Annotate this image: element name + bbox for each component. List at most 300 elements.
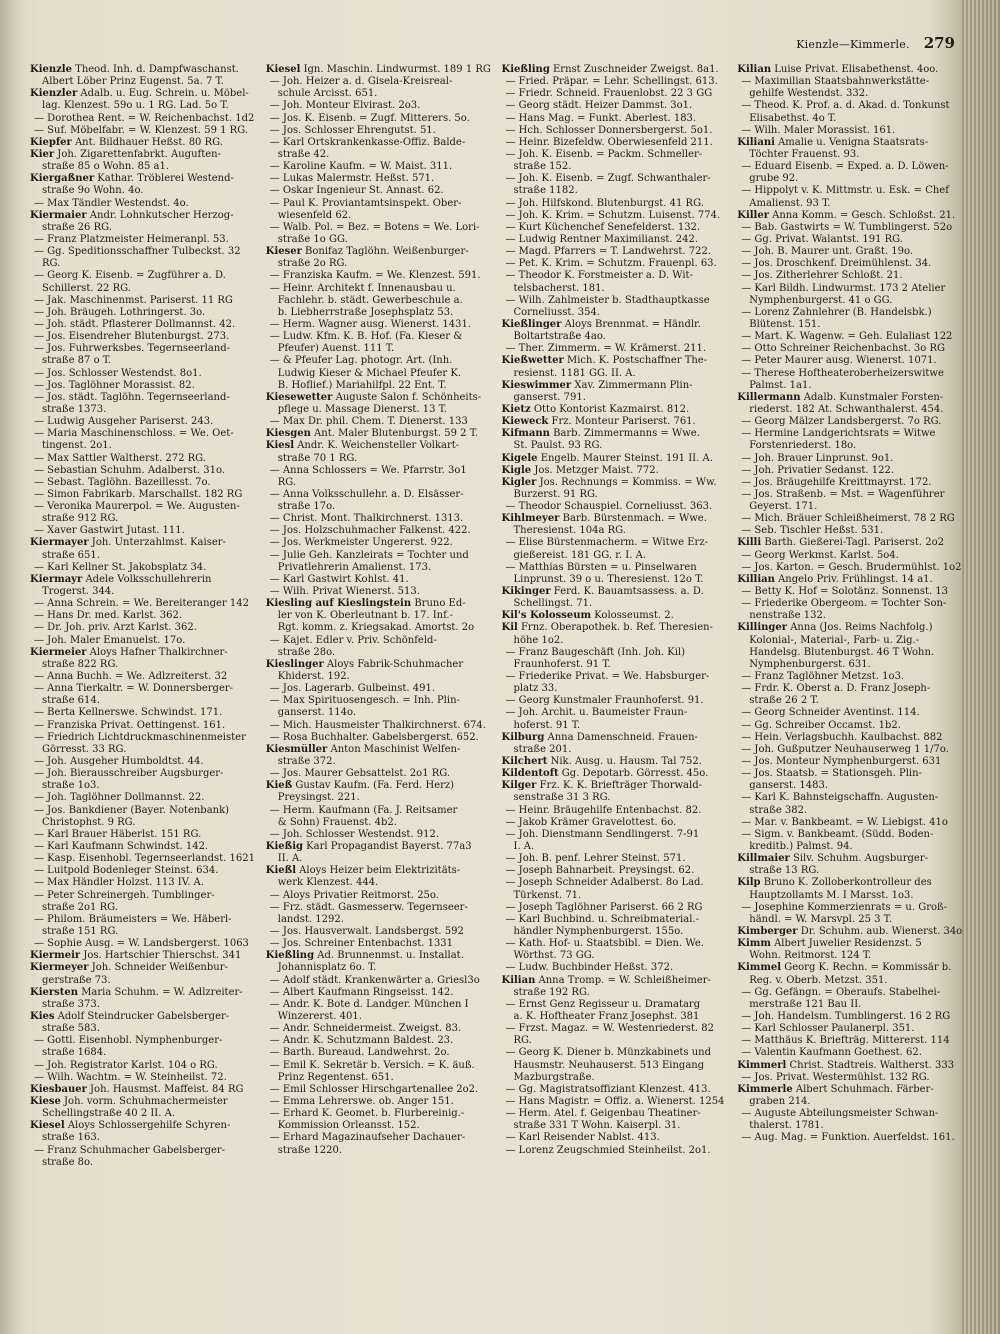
directory-entry-line [266,198,494,210]
entry-text: — Maximilian Staatsbahnwerkstätte- [741,76,930,88]
entry-text: — Walb. Pol. = Bez. = Botens = We. Lori- [269,221,480,233]
entry-text: Amalienst. 93 T. [749,197,831,209]
entry-text: — Sigm. v. Bankbeamt. (Südd. Boden- [741,828,934,840]
directory-entry-line [737,76,965,88]
entry-text: straße 614. [42,695,100,707]
entry-text: Handelsg. Blutenburgst. 46 T Wohn. [749,646,935,658]
entry-text: gerstraße 73. [42,974,111,986]
entry-text: — Anna Volksschullehr. a. D. Elsässer- [269,488,464,500]
entry-text: grube 92. [749,173,799,185]
directory-entry-line [502,1108,730,1120]
directory-entry-line [30,999,258,1011]
entry-text: — Andr. K. Bote d. Landger. München I [269,998,469,1010]
entry-text: — Magd. Pfarrers = T. Landwehrst. 722. [505,246,712,258]
directory-entry-line [266,161,494,173]
entry-text: straße 373. [42,998,100,1010]
entry-text: kreditb.) Palmst. 94. [749,841,853,852]
directory-entry-line [502,987,730,999]
entry-text: ganserst. 114o. [277,707,357,719]
entry-text: — Jos. Privat. Westermühlst. 132 RG. [741,1071,930,1083]
entry-text: resienst. 1181 GG. II. A. [513,367,636,379]
entry-text: Schellingstraße 40 2 II. A. [42,1108,176,1120]
entry-surname: Kimmerle [737,1083,793,1095]
directory-entry-line [266,428,494,440]
directory-entry-line [737,198,965,210]
entry-text: — Joh. Bierausschreiber Augsburger- [34,768,224,780]
directory-entry-line [266,792,494,804]
directory-entry-line [737,1084,965,1096]
directory-entry-line [737,1108,965,1120]
entry-text: Ant. Maler Blutenburgst. 59 2 T. [310,428,479,440]
entry-text: Barb. Zimmermanns = Wwe. [549,428,700,440]
entry-text: straße 1o GG. [277,233,348,245]
entry-surname: Killian [737,573,775,585]
entry-surname: Kiermeyer [30,962,89,974]
directory-entry-line [737,720,965,732]
entry-text: straße 151 RG. [42,925,119,937]
directory-entry-line [737,465,965,477]
entry-text: — Joh. Heizer a. d. Gisela-Kreisreal- [269,76,453,88]
directory-entry-line [266,683,494,695]
directory-entry-line [737,283,965,295]
entry-text: Nymphenburgerst. 41 o GG. [749,294,893,306]
directory-entry-line [30,707,258,719]
directory-entry-line [502,695,730,707]
entry-text: — Ludw. Buchbinder Heßst. 372. [505,962,674,974]
entry-surname: Kildentoft [501,768,559,780]
directory-entry-line [737,173,965,185]
entry-text: — Joh. Dienstmann Sendlingerst. 7-91 [505,828,700,840]
entry-surname: Kiliani [737,136,775,148]
directory-entry-line [502,100,730,112]
directory-entry-line [502,853,730,865]
directory-entry-line [502,914,730,926]
entry-text: — Hermine Landgerichtsrats = Witwe [741,428,936,440]
entry-text: — Jak. Maschinenmst. Pariserst. 11 RG [34,294,233,306]
entry-text: Forstenriederst. 18o. [749,440,857,452]
directory-entry-line [266,865,494,877]
directory-entry-line [502,1023,730,1035]
entry-text: — Hein. Verlagsbuchh. Kaulbachst. 882 [741,731,943,743]
entry-text: Georg K. Rechn. = Kommissär b. [781,962,952,974]
entry-text: — Max Dr. phil. Chem. T. Dienerst. 133 [269,416,468,428]
entry-surname: Kigler [501,476,537,488]
entry-text: Joh. Hausmst. Maffeist. 84 RG [86,1083,244,1095]
entry-text: — Erhard K. Geomet. b. Flurbereinig.- [269,1108,465,1120]
directory-entry-line [502,950,730,962]
entry-text: nenstraße 132. [749,610,826,622]
directory-entry-line [30,368,258,380]
entry-surname: Kiermayr [30,573,83,585]
entry-text: thalerst. 1781. [749,1120,824,1132]
entry-text: straße 70 1 RG. [277,452,358,464]
directory-entry-line [266,671,494,683]
directory-entry-line [737,890,965,902]
entry-text: — Joh. Archit. u. Baumeister Fraun- [505,707,688,719]
directory-entry-line [737,489,965,501]
entry-surname: Kiersten [30,986,79,998]
entry-text: a. K. Hoftheater Franz Josephst. 381 [513,1010,700,1022]
directory-entry-line [30,513,258,525]
entry-text: — Franz Taglöhner Metzst. 1o3. [741,671,905,683]
entry-text: — Joh. städt. Pflasterer Dollmannst. 42. [34,318,236,330]
entry-text: — Max Tändler Westendst. 4o. [34,197,189,209]
entry-text: straße 372. [277,756,336,768]
entry-text: graben 214. [749,1095,811,1107]
entry-text: — Christ. Mont. Thalkirchnerst. 1313. [269,513,464,525]
directory-entry-line [737,659,965,671]
entry-text: — Joh. Monteur Elvirast. 2o3. [269,100,421,112]
entry-text: straße 9o Wohn. 4o. [42,185,144,197]
directory-entry-line [737,355,965,367]
entry-text: ler von K. Oberleutnant b. 17. Inf.- [277,610,453,622]
entry-text: Elisabethst. 4o T. [749,112,837,124]
column-2 [266,64,494,1324]
directory-entry-line [737,380,965,392]
entry-text: — Kath. Hof- u. Staatsbibl. = Dien. We. [505,938,704,950]
directory-entry-line [266,877,494,889]
directory-entry-line [737,647,965,659]
entry-text: Töchter Frauenst. 93. [749,148,860,160]
entry-text: merstraße 121 Bau II. [749,998,862,1010]
directory-entry-line [266,975,494,987]
directory-entry-line [30,938,258,950]
directory-entry-line [502,671,730,683]
directory-entry-line [266,234,494,246]
directory-entry-line [737,1096,965,1108]
directory-entry-line [266,1011,494,1023]
entry-text: — Frz. städt. Gasmesserw. Tegernseer- [269,901,468,913]
directory-entry-line [502,1084,730,1096]
entry-text: I. A. [513,841,535,852]
directory-entry-line [266,137,494,149]
directory-entry-line [737,671,965,683]
directory-entry-line [737,222,965,234]
directory-entry-line [30,380,258,392]
directory-entry-line [30,392,258,404]
directory-entry-line [266,416,494,428]
directory-entry-line [737,683,965,695]
entry-text: — Therese Hoftheateroberheizerswitwe [741,367,944,379]
entry-text: straße 17o. [277,501,336,513]
entry-text: — Joh. Brauer Linprunst. 9o1. [741,452,894,464]
directory-entry-line [737,926,965,938]
directory-entry-line [30,319,258,331]
directory-entry-line [30,76,258,88]
directory-entry-line [737,343,965,355]
directory-entry-line [502,1060,730,1072]
directory-entry-line [502,88,730,100]
directory-entry-line [502,659,730,671]
entry-text: straße 1684. [42,1047,107,1059]
directory-entry-line [737,440,965,452]
directory-entry-line [737,635,965,647]
entry-text: — Joseph Taglöhner Pariserst. 66 2 RG [505,901,703,913]
entry-text: Ludwig Kieser & Michael Pfeufer K. [277,367,461,379]
entry-text: Albert Juwelier Residenzst. 5 [770,938,922,950]
entry-text: straße 912 RG. [42,513,119,525]
entry-text: — Sebast. Taglöhn. Bazeillesst. 7o. [34,476,211,488]
entry-text: Albert Schuhmach. Färber- [792,1083,934,1095]
entry-surname: Kieser [265,246,302,258]
directory-entry-line [502,161,730,173]
directory-entry-line [266,525,494,537]
directory-entry-line [30,1072,258,1084]
directory-entry-line [266,1096,494,1108]
entry-text: — Mich. Bräuer Schleißheimerst. 78 2 RG [741,513,955,525]
entry-text: — Joh. Schlosser Westendst. 912. [269,828,440,840]
entry-text: — Gg. Magistratsoffiziant Klenzest. 413. [505,1083,711,1095]
entry-surname: Kießl [265,865,296,877]
directory-entry-line [30,720,258,732]
directory-entry-line [30,817,258,829]
entry-surname: Kießig [265,841,303,852]
entry-text: — Joh. Taglöhner Dollmannst. 22. [34,792,205,804]
directory-entry-line [30,732,258,744]
directory-entry-line [30,1157,258,1169]
entry-text: Aloys Brennmat. = Händlr. [561,318,701,330]
directory-entry-line [266,647,494,659]
directory-entry-line [30,404,258,416]
directory-entry-line [737,113,965,125]
directory-entry-line [30,88,258,100]
directory-entry-line [502,1072,730,1084]
directory-entry-line [502,805,730,817]
directory-entry-line [30,210,258,222]
directory-entry-line [502,343,730,355]
entry-text: gehilfe Westendst. 332. [749,88,869,100]
entry-text: Amalie u. Venigna Staatsrats- [774,136,929,148]
directory-entry-line [30,987,258,999]
entry-surname: Kilchert [501,756,548,768]
directory-entry-line [502,222,730,234]
entry-text: — Gg. Speditionsschaffner Tulbeckst. 32 [34,246,241,258]
directory-entry-line [266,258,494,270]
entry-text: Christophst. 9 RG. [42,816,136,828]
directory-entry-line [737,1132,965,1144]
entry-surname: Kiesel [265,64,301,75]
entry-surname: Kiesgen [265,428,311,440]
directory-entry-line [30,1120,258,1132]
directory-entry-line [502,647,730,659]
entry-surname: Kiermayer [30,537,89,549]
entry-text: — Jos. Schreiner Entenbachst. 1331 [269,938,454,950]
entry-text: — Franziska Privat. Oettingenst. 161. [34,719,226,731]
entry-surname: Kiergaßner [30,173,95,185]
entry-text: Silv. Schuhm. Augsburger- [789,853,928,865]
entry-text: straße 1o3. [42,780,100,792]
entry-text: Boltartstraße 4ao. [513,331,606,343]
directory-entry-line [502,113,730,125]
directory-entry-line [502,999,730,1011]
directory-entry-line [737,1011,965,1023]
entry-text: — & Pfeufer Lag. photogr. Art. (Inh. [269,355,453,367]
directory-entry-line [266,453,494,465]
entry-text: Dr. Schuhm. aub. Wienerst. 34o [797,925,963,937]
entry-text: Fraunhoferst. 91 T. [513,658,611,670]
directory-entry-line [30,161,258,173]
directory-entry-line [737,1047,965,1059]
entry-text: Wörthst. 73 GG. [513,950,595,962]
directory-entry-line [737,1120,965,1132]
directory-entry-line [737,841,965,853]
entry-text: händl. = W. Marsvpl. 25 3 T. [749,913,893,925]
entry-text: straße 1373. [42,403,107,415]
directory-entry-line [266,1047,494,1059]
directory-entry-line [737,246,965,258]
entry-text: — Frdr. K. Oberst a. D. Franz Joseph- [741,683,931,695]
directory-entry-line [266,707,494,719]
entry-text: — Heinr. Bizefeldw. Oberwiesenfeld 211. [505,136,713,148]
directory-entry-line [266,890,494,902]
entry-text: St. Paulst. 93 RG. [513,440,603,452]
directory-entry-line [30,622,258,634]
directory-entry-line [737,525,965,537]
entry-text: Jos. Metzger Maist. 772. [531,464,659,476]
directory-entry-line [266,392,494,404]
entry-text: — Hans Mag. = Funkt. Aberlest. 183. [505,112,697,124]
directory-entry-line [30,331,258,343]
entry-text: Joh. vorm. Schuhmachermeister [60,1095,228,1107]
directory-entry-line [737,513,965,525]
directory-entry-line [737,453,965,465]
entry-text: Ant. Bildhauer Heßst. 80 RG. [71,136,223,148]
entry-text: — Joh. Ausgeher Humboldtst. 44. [34,756,204,768]
directory-entry-line [30,453,258,465]
entry-text: straße 26 RG. [42,221,112,233]
entry-text: pflege u. Massage Dienerst. 13 T. [277,403,448,415]
entry-surname: Kiesel [30,1120,65,1132]
entry-text: Maria Schuhm. = W. Adlzreiter- [78,986,243,998]
entry-text: — Sophie Ausg. = W. Landsbergerst. 1063 [34,938,249,950]
entry-text: — Joh. Gußputzer Neuhauserweg 1 1/7o. [741,743,949,755]
entry-surname: Kießwetter [501,355,564,367]
directory-entry-line [502,295,730,307]
entry-text: Theod. Inh. d. Dampfwaschanst. [71,64,239,75]
directory-entry-line [30,975,258,987]
directory-entry-line [737,270,965,282]
directory-entry-line [30,355,258,367]
directory-entry-line [266,853,494,865]
directory-entry-line [502,610,730,622]
directory-entry-line [30,198,258,210]
directory-entry-line [737,732,965,744]
entry-text: Görresst. 33 RG. [42,743,127,755]
directory-entry-line [30,962,258,974]
entry-text: Luise Privat. Elisabethenst. 4oo. [771,64,939,75]
entry-text: — Theod. K. Prof. a. d. Akad. d. Tonkunst [741,100,950,112]
entry-text: — Emil Schlosser Hirschgartenallee 2o2. [269,1083,479,1095]
entry-text: — Joh. Registrator Karlst. 104 o RG. [34,1059,218,1071]
directory-entry-line [30,841,258,853]
entry-text: — Karl Kaufmann Schwindst. 142. [34,841,209,852]
directory-entry-line [30,537,258,549]
directory-entry-line [502,574,730,586]
entry-text: — Jos. Werkmeister Ungererst. 922. [269,537,453,549]
directory-entry-line [266,1060,494,1072]
directory-entry-line [502,125,730,137]
entry-text: — Pet. K. Krim. = Schutzm. Frauenpl. 63. [505,258,717,270]
entry-text: — Georg Mälzer Landsbergerst. 7o RG. [741,416,942,428]
directory-entry-line [266,173,494,185]
directory-entry-line [30,562,258,574]
directory-entry-line [266,465,494,477]
entry-text: — Karl Bildh. Lindwurmst. 173 2 Atelier [741,282,946,294]
entry-text: — Adolf städt. Krankenwärter a. Griesl3o [269,974,480,986]
directory-entry-line [502,829,730,841]
running-head: Kienzle—Kimmerle. [796,38,910,51]
directory-entry-line [737,477,965,489]
directory-entry-line [502,877,730,889]
entry-text: RG. [277,476,297,488]
directory-entry-line [502,635,730,647]
directory-entry-line [30,877,258,889]
entry-text: — Joseph Bahnarbeit. Preysingst. 62. [505,865,695,877]
entry-text: — Herm. Atel. f. Geigenbau Theatiner- [505,1108,701,1120]
directory-entry-line [266,380,494,392]
entry-text: straße 2o RG. [277,258,348,270]
directory-entry-line [737,950,965,962]
directory-entry-line [737,501,965,513]
entry-text: Adalb. Kunstmaler Forsten- [800,391,944,403]
entry-surname: Kikinger [501,586,551,598]
entry-surname: Kil [501,622,518,634]
directory-entry-line [737,865,965,877]
directory-entry-line [502,404,730,416]
entry-text: — Jos. Taglöhner Morassist. 82. [34,379,195,391]
entry-text: — Joh. B. Maurer unt. Graßt. 19o. [741,246,914,258]
entry-text: Ad. Brunnenmst. u. Installat. [314,950,464,962]
entry-surname: Kilian [501,974,536,986]
directory-entry-line [266,331,494,343]
directory-entry-line [266,477,494,489]
directory-entry-line [502,562,730,574]
directory-entry-line [502,525,730,537]
directory-entry-line [502,307,730,319]
directory-entry-line [737,295,965,307]
entry-surname: Kiermeier [30,646,87,658]
directory-entry-line [737,707,965,719]
entry-text: — Friedr. Schneid. Frauenlobst. 22 3 GG [505,88,713,100]
directory-entry-line [502,198,730,210]
entry-surname: Kilger [501,780,537,792]
entry-text: — Joh. K. Eisenb. = Zugf. Schwanthaler- [505,173,711,185]
entry-text: Joh. Schneider Weißenbur- [88,962,228,974]
entry-text: Gustav Kaufm. (Fa. Ferd. Herz) [292,780,455,792]
entry-text: Barth. Gießerei-Tagl. Pariserst. 2o2 [761,537,944,549]
directory-entry-line [502,1145,730,1157]
directory-entry-line [737,610,965,622]
entry-text: — Gottl. Eisenhobl. Nymphenburger- [34,1035,223,1047]
directory-entry-line [737,1060,965,1072]
entry-text: — Sebastian Schuhm. Adalberst. 31o. [34,464,225,476]
entry-text: Anna Tromp. = W. Schleißheimer- [535,974,711,986]
directory-entry-line [30,1047,258,1059]
directory-entry-line [266,720,494,732]
entry-text: — Jos. Eisendreher Blutenburgst. 273. [34,331,230,343]
column-1 [30,64,258,1324]
directory-entry-line [502,246,730,258]
entry-text: Xav. Zimmermann Plin- [571,379,693,391]
entry-text: — Jos. Maurer Gebsattelst. 2o1 RG. [269,768,451,780]
entry-text: — Wilh. Zahlmeister b. Stadthauptkasse [505,294,710,306]
entry-text: Ign. Maschin. Lindwurmst. 189 1 RG [300,64,491,75]
directory-entry-line [30,1132,258,1144]
directory-entry-line [266,100,494,112]
directory-entry-line [502,465,730,477]
entry-text: Kolonial-, Material-, Farb- u. Zig.- [749,634,920,646]
directory-entry-line [266,222,494,234]
